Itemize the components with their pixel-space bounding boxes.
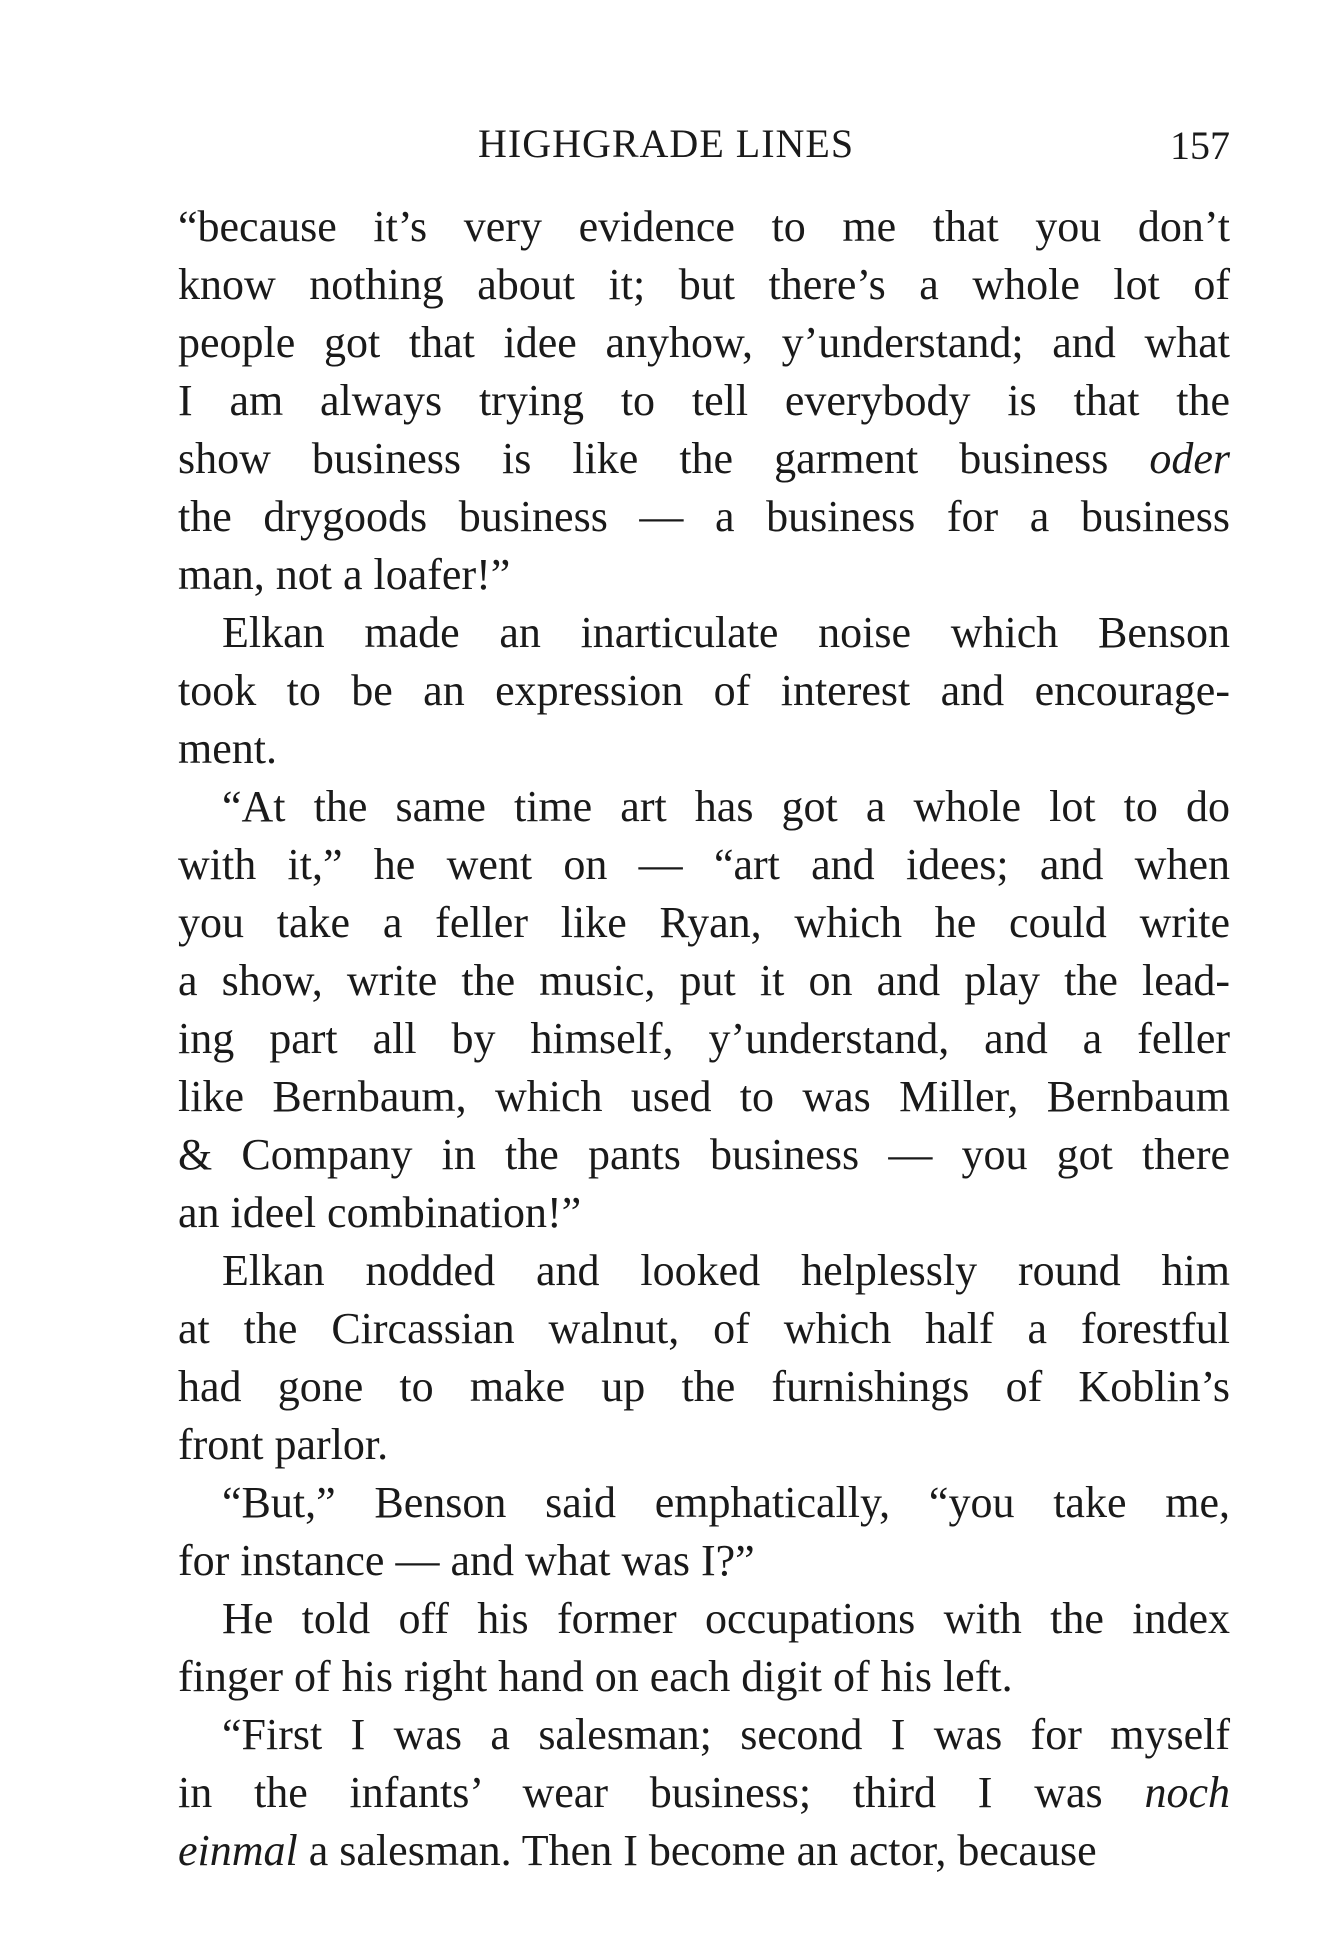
text-line: & Company in the pants business — you got there [178,1130,1230,1179]
paragraph [178,1706,1230,1880]
text-line: a show, write the music, put it on and play the lead- [178,956,1230,1005]
text-line: “because it’s very evidence to me that you don’t [178,202,1230,251]
page-header [178,120,1230,190]
text-line: I am always trying to tell everybody is that the [178,376,1230,425]
paragraph [178,604,1230,778]
italic-word: noch [1144,1768,1230,1817]
text-line: at the Circassian walnut, of which half a forestful [178,1304,1230,1353]
text-line: “But,” Benson said emphatically, “you take me, [222,1478,1230,1527]
text-line: with it,” he went on — “art and idees; and when [178,840,1230,889]
paragraph [178,1590,1230,1706]
paragraph [178,1474,1230,1590]
text-line: He told off his former occupations with the index [222,1594,1230,1643]
paragraph [178,778,1230,1242]
running-head: HIGHGRADE LINES [478,121,855,166]
text-line: Elkan made an inarticulate noise which Benson [222,608,1230,657]
text-line: ing part all by himself, y’understand, and a feller [178,1014,1230,1063]
text-line: an ideel combination!” [178,1188,582,1237]
body-text [178,198,1230,1880]
text-line: einmal a salesman. Then I become an actor, because [178,1826,1097,1875]
italic-word: einmal [178,1826,298,1875]
text-line: took to be an expression of interest and encourage- [178,666,1230,715]
text-line: ment. [178,724,277,773]
text-line: people got that idee anyhow, y’understand; and what [178,318,1230,367]
page-number: 157 [1170,123,1230,168]
text-line: know nothing about it; but there’s a whole lot of [178,260,1230,309]
paragraph [178,1242,1230,1474]
text-line: Elkan nodded and looked helplessly round him [222,1246,1230,1295]
text-line: “At the same time art has got a whole lot to do [222,782,1230,831]
text-line: for instance — and what was I?” [178,1536,755,1585]
text-line: in the infants’ wear business; third I was noch [178,1768,1230,1817]
paragraph [178,198,1230,604]
italic-word: oder [1149,434,1230,483]
text-line: front parlor. [178,1420,389,1469]
text-line: finger of his right hand on each digit of his left. [178,1652,1013,1701]
text-line: had gone to make up the furnishings of Koblin’s [178,1362,1230,1411]
text-line: man, not a loafer!” [178,550,511,599]
text-line: like Bernbaum, which used to was Miller, Bernbaum [178,1072,1230,1121]
text-line: the drygoods business — a business for a business [178,492,1230,541]
text-line: you take a feller like Ryan, which he could write [178,898,1230,947]
text-line: show business is like the garment business oder [178,434,1230,483]
text-line: “First I was a salesman; second I was for myself [222,1710,1230,1759]
